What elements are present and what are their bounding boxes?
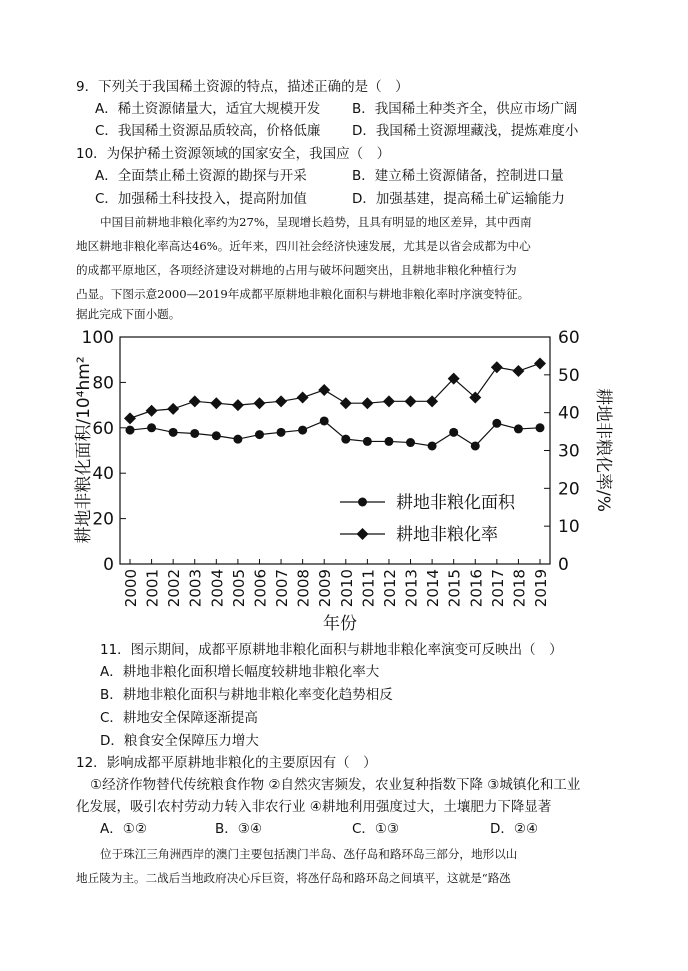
q9-option-c: C．我国稀土资源品质较高，价格低廉 (95, 123, 321, 139)
left-tick-label: 80 (92, 373, 114, 394)
rate-point (318, 384, 330, 396)
right-tick-label: 50 (558, 365, 580, 386)
q11-option-d: D．粮食安全保障压力增大 (100, 733, 259, 749)
q10-option-c: C．加强稀土科技投入，提高附加值 (95, 191, 307, 207)
left-tick-label: 0 (103, 555, 114, 575)
q12-option-d: D．②④ (490, 821, 539, 837)
passage1-line: 据此完成下面小题。 (76, 307, 181, 321)
area-point (449, 428, 458, 437)
q12-option-a: A．①② (100, 821, 147, 837)
q11-option-a: A．耕地非粮化面积增长幅度较耕地非粮化率大 (100, 664, 380, 680)
area-point (255, 430, 264, 439)
area-point (320, 416, 329, 425)
area-point (169, 428, 178, 437)
q12-choices-line: 化发展，吸引农村劳动力转入非农行业 ④耕地利用强度过大，土壤肥力下降显著 (76, 799, 552, 815)
x-tick-label: 2000 (122, 569, 140, 608)
rate-point (189, 395, 201, 407)
area-point (212, 431, 221, 440)
area-point (536, 423, 545, 432)
q11-option-b: B．耕地非粮化面积与耕地非粮化率变化趋势相反 (100, 687, 393, 703)
x-tick-label: 2012 (380, 569, 399, 608)
rate-point (167, 403, 179, 415)
legend-circle-marker (358, 498, 367, 507)
x-tick-label: 2011 (359, 569, 378, 608)
q12-option-c: C．①③ (352, 821, 400, 837)
rate-point (275, 395, 287, 407)
rate-point (405, 395, 417, 407)
area-point (126, 426, 135, 435)
q12-option-b: B．③④ (215, 821, 262, 837)
area-point (492, 419, 501, 428)
area-point (341, 435, 350, 444)
q12-choices-line: ①经济作物替代传统粮食作物 ②自然灾害频发，农业复种指数下降 ③城镇化和工业 (90, 777, 581, 793)
area-point (514, 424, 523, 433)
area-point (147, 423, 156, 432)
q10-option-d: D．加强基建，提高稀土矿运输能力 (352, 191, 565, 207)
x-tick-label: 2006 (251, 569, 270, 608)
passage2-line: 位于珠江三角洲西岸的澳门主要包括澳门半岛、氹仔岛和路环岛三部分，地形以山 (100, 847, 518, 861)
x-tick-label: 2014 (424, 569, 443, 608)
x-tick-label: 2008 (294, 569, 313, 608)
x-tick-label: 2007 (273, 569, 292, 608)
x-tick-label: 2005 (229, 569, 248, 608)
x-tick-label: 2002 (165, 569, 184, 608)
x-tick-label: 2015 (445, 569, 464, 608)
q11-option-c: C．耕地安全保障逐渐提高 (100, 710, 258, 726)
passage1-line: 的成都平原地区，各项经济建设对耕地的占用与破坏问题突出，且耕地非粮化种植行为 (76, 263, 517, 277)
passage2-line: 地丘陵为主。二战后当地政府决心斥巨资，将氹仔岛和路环岛之间填平，这就是“路氹 (76, 871, 511, 885)
passage1-line: 凸显。下图示意2000—2019年成都平原耕地非粮化面积与耕地非粮化率时序演变特征。 (76, 287, 530, 301)
passage1-line: 中国目前耕地非粮化率约为27%，呈现增长趋势，且具有明显的地区差异，其中西南 (100, 215, 532, 229)
x-tick-label: 2010 (337, 569, 356, 608)
area-point (384, 437, 393, 446)
x-tick-label: 2019 (532, 569, 550, 608)
legend-label: 耕地非粮化率 (396, 525, 498, 545)
right-tick-label: 20 (558, 479, 580, 500)
x-tick-label: 2004 (208, 569, 227, 608)
series-line (130, 363, 540, 418)
left-tick-label: 20 (92, 509, 114, 530)
area-point (363, 437, 372, 446)
area-point (190, 429, 199, 438)
x-tick-label: 2001 (143, 569, 162, 608)
x-tick-label: 2016 (467, 569, 486, 608)
area-point (277, 428, 286, 437)
left-tick-label: 40 (92, 464, 114, 485)
rate-point (512, 365, 524, 377)
q10-option-b: B．建立稀土资源储备，控制进口量 (352, 168, 564, 184)
left-axis-title: 耕地非粮化面积/10⁴hm² (74, 356, 94, 544)
rate-point (534, 357, 546, 369)
x-axis-title: 年份 (323, 614, 357, 634)
rate-point (297, 392, 309, 404)
x-tick-label: 2018 (510, 569, 529, 608)
q11-stem: 11．图示期间，成都平原耕地非粮化面积与耕地非粮化率演变可反映出（ ） (100, 642, 563, 658)
left-tick-label: 100 (81, 328, 114, 348)
x-tick-label: 2009 (316, 569, 335, 608)
q10-option-a: A．全面禁止稀土资源的勘探与开采 (95, 168, 307, 184)
right-tick-label: 0 (558, 555, 569, 575)
area-point (298, 426, 307, 435)
q9-option-d: D．我国稀土资源埋藏浅，提炼难度小 (352, 123, 579, 139)
q9-stem: 9．下列关于我国稀土资源的特点，描述正确的是（ ） (76, 79, 409, 95)
passage1-line: 地区耕地非粮化率高达46%。近年来，四川社会经济快速发展，尤其是以省会成都为中心 (76, 239, 531, 253)
rate-point (146, 405, 158, 417)
rate-point (383, 395, 395, 407)
rate-point (210, 397, 222, 409)
rate-point (253, 397, 265, 409)
right-tick-label: 10 (558, 517, 580, 538)
rate-point (124, 412, 136, 424)
area-point (428, 441, 437, 450)
x-tick-label: 2017 (488, 569, 507, 608)
area-point (233, 435, 242, 444)
q9-option-a: A．稀土资源储量大，适宜大规模开发 (95, 101, 321, 117)
q10-stem: 10．为保护稀土资源领域的国家安全，我国应（ ） (76, 146, 391, 162)
q12-stem: 12．影响成都平原耕地非粮化的主要原因有（ ） (76, 755, 377, 771)
legend-diamond-marker (357, 528, 369, 540)
right-tick-label: 40 (558, 403, 580, 424)
rate-point (361, 397, 373, 409)
rate-point (491, 361, 503, 373)
x-tick-label: 2003 (186, 569, 205, 608)
area-point (471, 441, 480, 450)
right-axis-title: 耕地非粮化率/% (593, 388, 613, 512)
q9-option-b: B．我国稀土种类齐全，供应市场广阔 (352, 101, 578, 117)
area-point (406, 438, 415, 447)
right-tick-label: 60 (558, 328, 580, 348)
left-tick-label: 60 (92, 418, 114, 439)
rate-point (232, 399, 244, 411)
legend-label: 耕地非粮化面积 (396, 493, 515, 513)
x-tick-label: 2013 (402, 569, 421, 608)
line-chart (70, 325, 613, 640)
rate-point (340, 397, 352, 409)
right-tick-label: 30 (558, 441, 580, 462)
